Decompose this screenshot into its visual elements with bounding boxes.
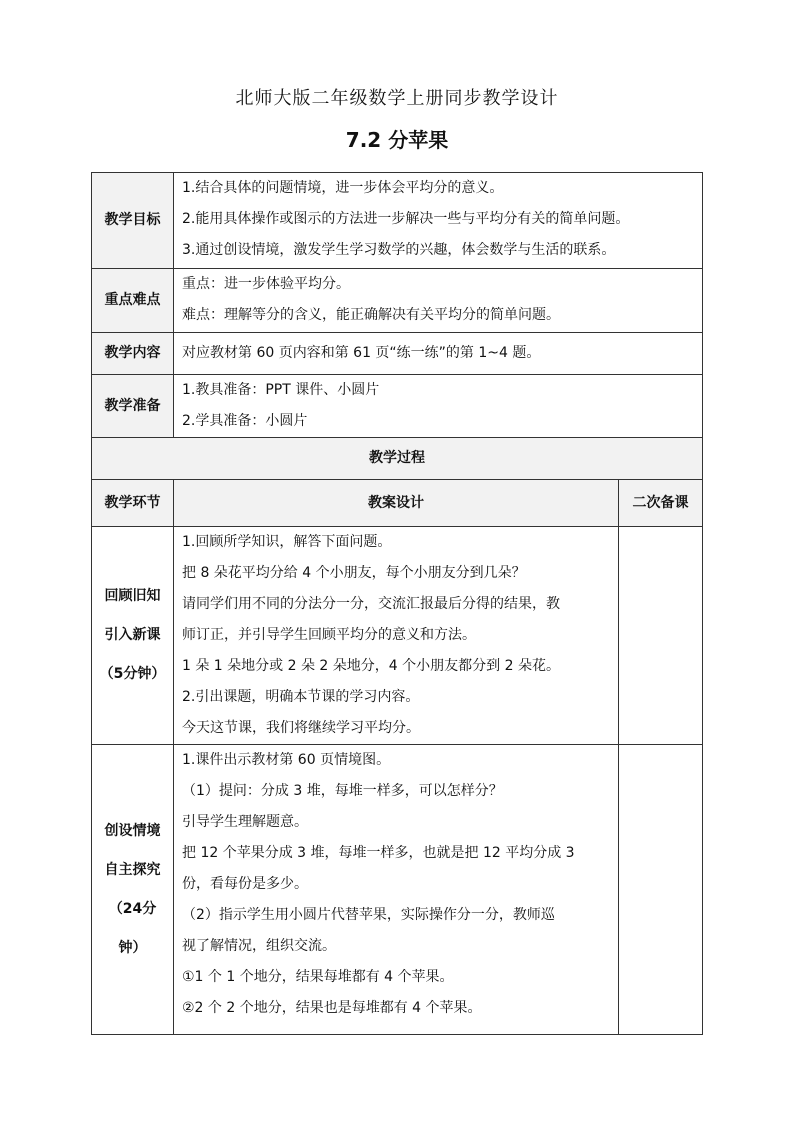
- process-title: 教学过程: [92, 438, 703, 480]
- stage-design: 1.课件出示教材第 60 页情境图。 （1）提问：分成 3 堆，每堆一样多，可以怎样分？ 引导学生理解题意。 把 12 个苹果分成 3 堆，每堆一样多，也就是把 12 平均分成 3 份，看每份是多少。 （2）指示学生用小圆片代替苹果，实际操作分一分，教师巡 视了解情况，组织交流。 ①1 个 1 个地分，结果每堆都有 4 个苹果。 ②2 个 2 个地分，结果也是每堆都有 4 个苹果。: [174, 745, 619, 1035]
- cell-keypoints: [174, 269, 703, 333]
- row-process-title: [92, 438, 703, 480]
- cell-prep: [174, 375, 703, 438]
- row-content: [92, 333, 703, 375]
- row-prep: [92, 375, 703, 438]
- row-stage-review: [92, 527, 703, 745]
- label-prep: 教学准备: [92, 375, 174, 438]
- label-keypoints: 重点难点: [92, 269, 174, 333]
- stage-revision: [618, 527, 702, 745]
- goal-line: 2.能用具体操作或图示的方法进一步解决一些与平均分有关的简单问题。: [182, 211, 630, 227]
- prep-line: 2.学具准备：小圆片: [182, 413, 308, 429]
- lesson-plan-table: [91, 172, 703, 1035]
- column-header-design: 教案设计: [174, 480, 619, 527]
- goal-line: 1.结合具体的问题情境，进一步体会平均分的意义。: [182, 180, 504, 196]
- stage-name: 创设情境 自主探究 （24分 钟）: [92, 745, 174, 1035]
- label-goals: 教学目标: [92, 173, 174, 269]
- column-header-stage: 教学环节: [92, 480, 174, 527]
- lesson-title: 7.2 分苹果: [345, 128, 449, 152]
- row-column-headers: [92, 480, 703, 527]
- keypoint-line: 难点：理解等分的含义，能正确解决有关平均分的简单问题。: [182, 307, 560, 323]
- row-keypoints: [92, 269, 703, 333]
- prep-line: 1.教具准备：PPT 课件、小圆片: [182, 382, 380, 398]
- row-goals: [92, 173, 703, 269]
- content-line: 对应教材第 60 页内容和第 61 页“练一练”的第 1~4 题。: [182, 345, 541, 361]
- cell-goals: [174, 173, 703, 269]
- column-header-revision: 二次备课: [618, 480, 702, 527]
- label-content: 教学内容: [92, 333, 174, 375]
- document-header: 北师大版二年级数学上册同步教学设计: [235, 88, 559, 109]
- keypoint-line: 重点：进一步体验平均分。: [182, 276, 350, 292]
- cell-content: [174, 333, 703, 375]
- stage-revision: [618, 745, 702, 1035]
- row-stage-explore: [92, 745, 703, 1035]
- stage-name: 回顾旧知 引入新课 （5分钟）: [92, 527, 174, 745]
- goal-line: 3.通过创设情境，激发学生学习数学的兴趣，体会数学与生活的联系。: [182, 242, 616, 258]
- stage-design: 1.回顾所学知识，解答下面问题。 把 8 朵花平均分给 4 个小朋友，每个小朋友分到几朵？ 请同学们用不同的分法分一分，交流汇报最后分得的结果，教 师订正，并引导学生回顾平均分的意义和方法。 1 朵 1 朵地分或 2 朵 2 朵地分，4 个小朋友都分到 2 朵花。 2.引出课题，明确本节课的学习内容。 今天这节课，我们将继续学习平均分。: [174, 527, 619, 745]
